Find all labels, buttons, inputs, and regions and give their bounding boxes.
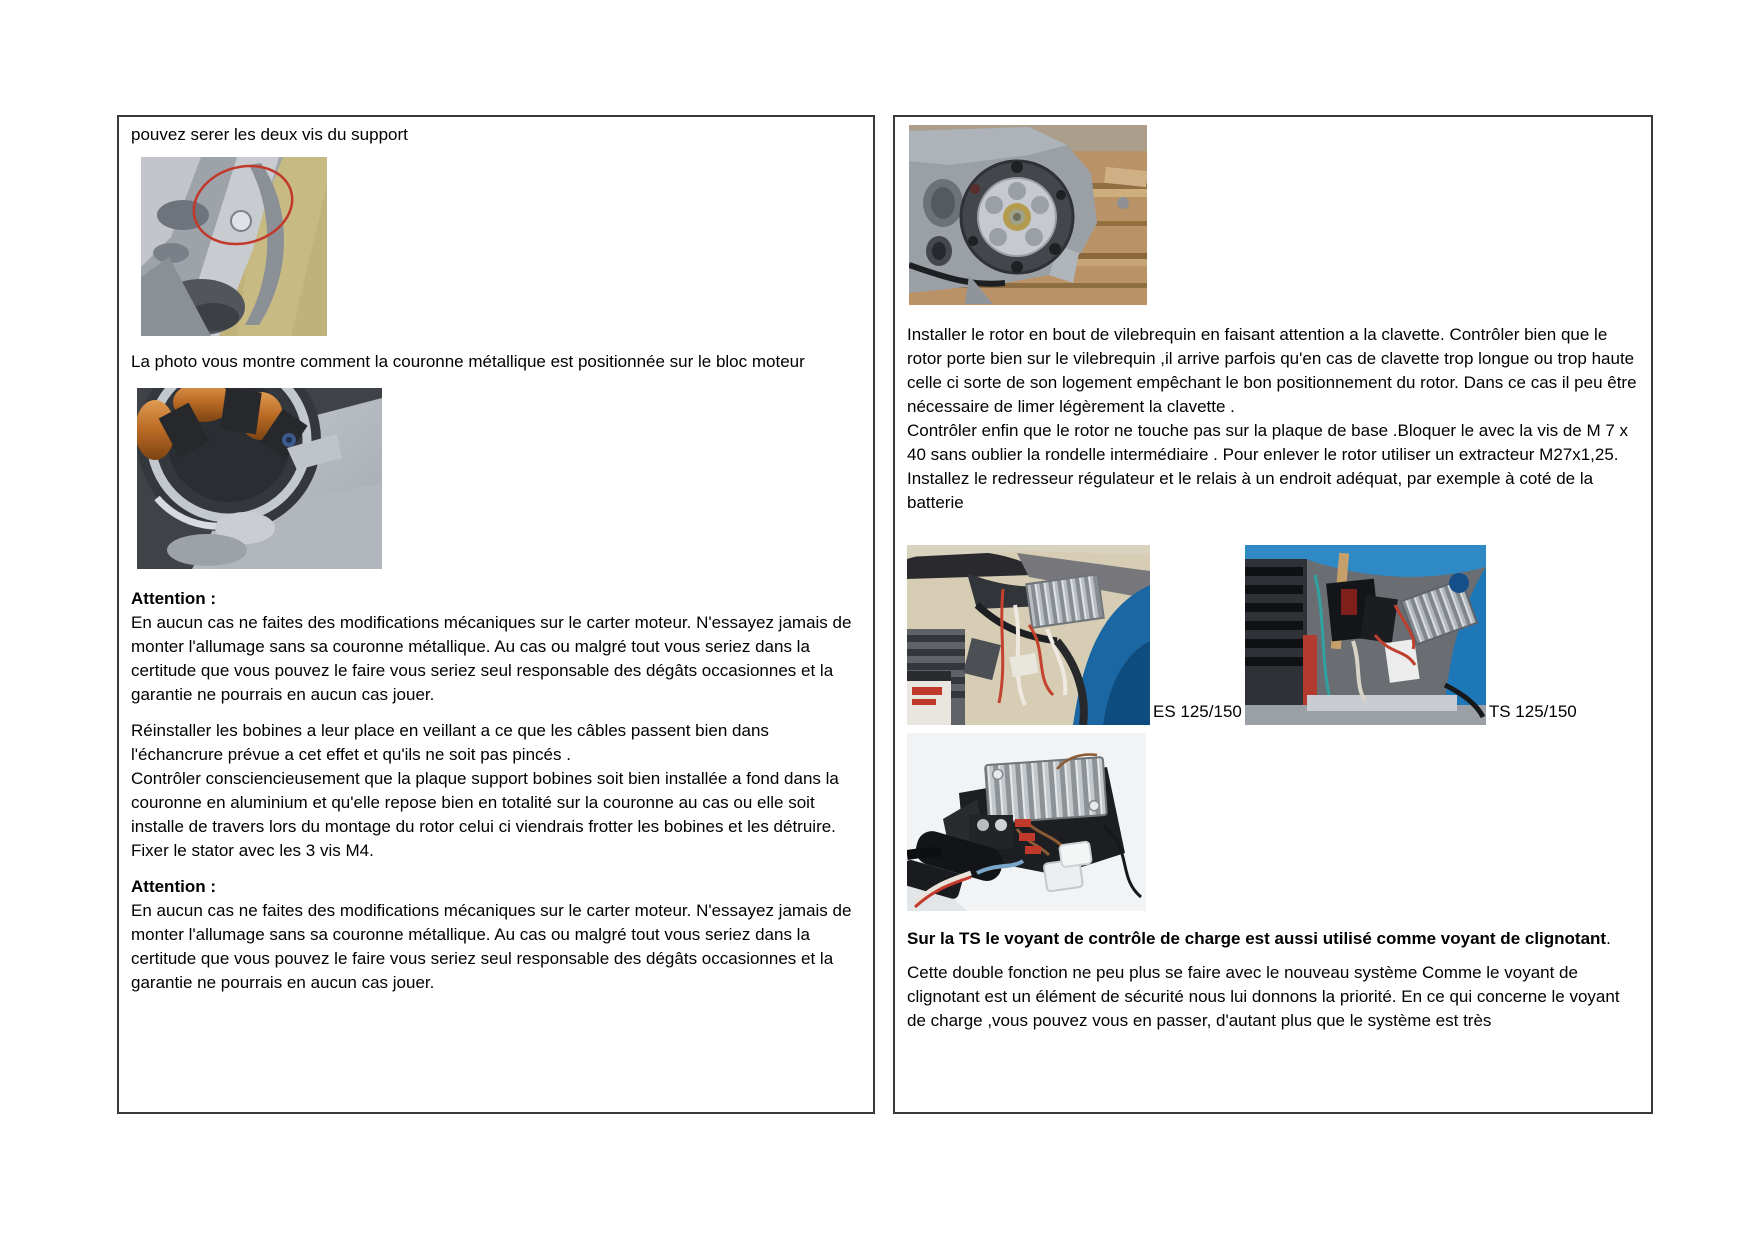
attention-heading-2: Attention : [131,877,216,896]
photo-caption-bloc-moteur: La photo vous montre comment la couronne métallique est positionnée sur le bloc moteur [131,352,805,371]
stator-coils-photo-image [137,388,382,569]
ts-warning-bold: Sur la TS le voyant de contrôle de charge est aussi utilisé comme voyant de clignotant [907,929,1607,948]
rotor-crankcase-photo-image [909,125,1147,305]
es-bike-photo-image [907,545,1150,725]
rotor-paragraph [907,323,1639,515]
ts-warning-suffix: . [1606,929,1611,948]
attention-paragraph-2: En aucun cas ne faites des modifications mécaniques sur le carter moteur. N'essayez jamais de monter l'allumage sans sa couronne métallique. Au cas ou malgré tout vous seriez dans la certitude que vous pouvez le faire vous seriez seul responsable des dégâts occasionnes et la garantie ne pourrais en aucun cas jouer. [131,901,852,992]
intro-text: pouvez serer les deux vis du support [131,125,408,144]
stator-coils-photo [137,388,382,569]
attention-paragraph-1: En aucun cas ne faites des modifications mécaniques sur le carter moteur. N'essayez jamais de monter l'allumage sans sa couronne métallique. Au cas ou malgré tout vous seriez dans la certitude que vous pouvez le faire vous seriez seul responsable des dégâts occasionnes et la garantie ne pourrais en aucun cas jouer. [131,613,852,704]
reinstall-line-3: Fixer le stator avec les 3 vis M4. [131,841,374,860]
ts-warning-note [907,927,1639,951]
es-bike-photo [907,545,1150,725]
ts-caption: TS 125/150 [1488,702,1577,721]
rotor-crankcase-photo [909,125,1147,305]
regulator-closeup-photo-image [907,733,1146,911]
rotor-paragraph-part-1: Installer le rotor en bout de vilebrequin en faisant attention a la clavette. Contrôler bien que le rotor porte bien sur le vilebrequin ,il arrive parfois qu'en cas de clavette trop longue ou trop haute celle ci sorte de son logement empêchant le bon positionnement du rotor. Dans ce cas il peu être nécessaire de limer légèrement la clavette . [907,325,1637,416]
support-screws-photo [141,157,327,336]
ts-bike-photo [1245,545,1486,725]
reinstall-line-1: Réinstaller les bobines a leur place en veillant a ce que les câbles passent bien dans l'échancrure prévue a cet effet et qu'ils ne soit pas pincés . [131,721,769,764]
left-column-box [117,115,875,1114]
attention-heading-1: Attention : [131,589,216,608]
bike-photos-row [907,545,1639,725]
reinstall-line-2: Contrôler consciencieusement que la plaque support bobines soit bien installée a fond dans la couronne en aluminium et qu'elle repose bien en totalité sur la couronne au cas ou elle soit installe de travers lors du montage du rotor celui ci viendrais frotter les bobines et les détruire. [131,769,839,836]
closing-paragraph: Cette double fonction ne peu plus se faire avec le nouveau système Comme le voyant de clignotant est un élément de sécurité nous lui donnons la priorité. En ce qui concerne le voyant de charge ,vous pouvez vous en passer, d'autant plus que le système est très [907,963,1620,1030]
reinstall-paragraph [131,719,861,863]
es-caption: ES 125/150 [1153,702,1242,721]
support-screws-photo-image [141,157,327,336]
right-column-box [893,115,1653,1114]
ts-bike-photo-image [1245,545,1486,725]
regulator-closeup-photo [907,733,1146,911]
rotor-paragraph-part-2: Contrôler enfin que le rotor ne touche pas sur la plaque de base .Bloquer le avec la vis de M 7 x 40 sans oublier la rondelle intermédiaire . Pour enlever le rotor utiliser un extracteur M27x1,25. Installez le redresseur régulateur et le relais à un endroit adéquat, par exemple à coté de la batterie [907,421,1629,512]
